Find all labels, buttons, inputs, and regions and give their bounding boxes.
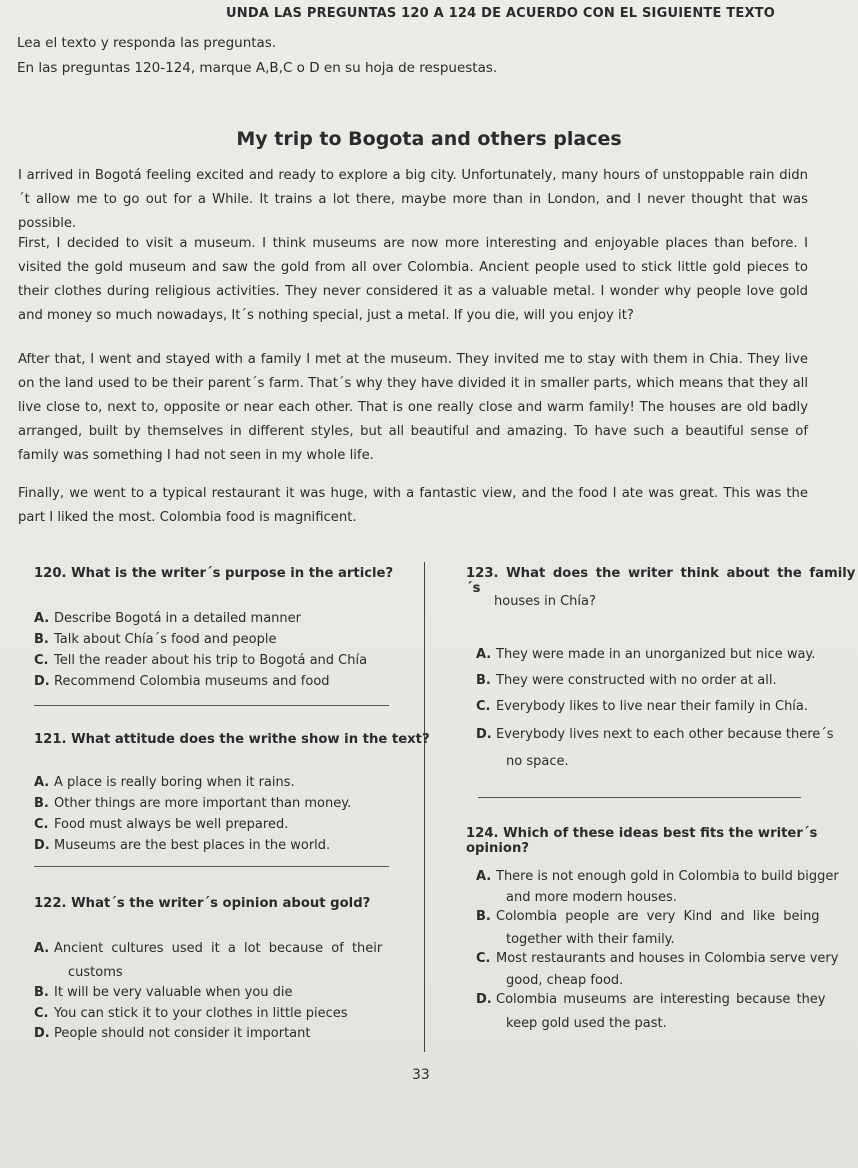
q124-option-a[interactable] (476, 869, 839, 884)
option-text: Everybody lives next to each other because there´s (496, 727, 834, 742)
q123-option-d-continued: no space. (506, 754, 569, 769)
divider-121 (34, 866, 389, 867)
option-text: There is not enough gold in Colombia to build bigger (496, 869, 839, 884)
page-number: 33 (412, 1067, 430, 1083)
q120-option-a[interactable] (34, 611, 301, 626)
q124-option-c[interactable] (476, 951, 838, 966)
option-letter: A. (34, 941, 50, 956)
option-letter: D. (34, 674, 50, 689)
q120-option-b[interactable] (34, 632, 277, 647)
option-text: They were made in an unorganized but nice way. (496, 647, 816, 662)
option-letter: D. (476, 992, 492, 1007)
q121-option-c[interactable] (34, 817, 288, 832)
q120-option-c[interactable] (34, 653, 367, 668)
option-letter: C. (476, 951, 491, 966)
instruction-line-1: Lea el texto y responda las preguntas. (17, 35, 277, 51)
option-letter: B. (34, 632, 49, 647)
option-letter: A. (476, 869, 492, 884)
q123-option-c[interactable] (476, 699, 808, 714)
option-text: Describe Bogotá in a detailed manner (54, 611, 301, 626)
divider-120 (34, 705, 389, 706)
option-letter: D. (34, 838, 50, 853)
paragraph-4: Finally, we went to a typical restaurant it was huge, with a fantastic view, and the food I ate was great. This was the part I liked the most. Colombia food is magnificent. (18, 486, 808, 525)
option-letter: B. (476, 673, 491, 688)
q124-option-d[interactable] (476, 992, 826, 1007)
option-letter: C. (476, 699, 491, 714)
section-header: UNDA LAS PREGUNTAS 120 A 124 DE ACUERDO CON EL SIGUIENTE TEXTO (226, 6, 775, 21)
divider-123 (478, 797, 801, 798)
question-123-stem-continued: houses in Chía? (494, 594, 596, 609)
option-text: Recommend Colombia museums and food (54, 674, 330, 689)
article-title: My trip to Bogota and others places (236, 128, 622, 150)
option-letter: A. (34, 611, 50, 626)
instruction-line-2: En las preguntas 120-124, marque A,B,C o D en su hoja de respuestas. (17, 60, 498, 76)
question-123-stem: 123. What does the writer think about the family´s (466, 566, 856, 596)
option-text: Other things are more important than money. (54, 796, 352, 811)
option-letter: B. (476, 909, 491, 924)
paragraph-2: First, I decided to visit a museum. I think museums are now more interesting and enjoyable places than before. I visited the gold museum and saw the gold from all over Colombia. Ancient people used to stick little gold pieces to their clothes during religious activities. They never considered it as a valuable metal. I wonder why people love gold and money so much nowadays, It´s nothing special, just a metal. If you die, will you enjoy it? (18, 236, 808, 323)
q121-option-b[interactable] (34, 796, 351, 811)
option-letter: C. (34, 1006, 49, 1021)
option-letter: C. (34, 653, 49, 668)
option-text: People should not consider it important (54, 1026, 311, 1041)
q122-option-a-continued: customs (68, 965, 123, 980)
paragraph-3: After that, I went and stayed with a family I met at the museum. They invited me to stay with them in Chia. They live on the land used to be their parent´s farm. That´s why they have divided it in smaller parts, which means that they all live close to, next to, opposite or near each other. That is one really close and warm family! The houses are old badly arranged, built by themselves in different styles, but all beautiful and amazing. To have such a beautiful sense of family was something I had not seen in my whole life. (18, 352, 808, 463)
column-divider (424, 562, 425, 1052)
paragraph-1: I arrived in Bogotá feeling excited and ready to explore a big city. Unfortunately, many hours of unstoppable rain didn´t allow me to go out for a While. It trains a lot there, maybe more than in London, and I never thought that was possible. (18, 168, 808, 231)
q124-option-b[interactable] (476, 909, 820, 924)
q122-option-c[interactable] (34, 1006, 348, 1021)
q124-option-b-continued: together with their family. (506, 932, 675, 947)
option-letter: B. (34, 985, 49, 1000)
option-text: Food must always be well prepared. (54, 817, 289, 832)
q124-option-c-continued: good, cheap food. (506, 973, 624, 988)
option-letter: A. (34, 775, 50, 790)
option-text: Colombia museums are interesting because they (496, 992, 826, 1007)
option-text: Colombia people are very Kind and like being (496, 909, 820, 924)
q123-option-b[interactable] (476, 673, 777, 688)
option-text: A place is really boring when it rains. (54, 775, 295, 790)
option-letter: A. (476, 647, 492, 662)
question-120-stem: 120. What is the writer´s purpose in the article? (34, 566, 394, 581)
q121-option-d[interactable] (34, 838, 330, 853)
option-text: Everybody likes to live near their family in Chía. (496, 699, 809, 714)
option-text: Tell the reader about his trip to Bogotá and Chía (54, 653, 368, 668)
option-text: Most restaurants and houses in Colombia serve very (496, 951, 839, 966)
q122-option-a[interactable] (34, 941, 382, 956)
question-124-stem: 124. Which of these ideas best fits the writer´s opinion? (466, 826, 818, 856)
q123-option-d[interactable] (476, 727, 834, 742)
q122-option-d[interactable] (34, 1026, 310, 1041)
question-122-stem: 122. What´s the writer´s opinion about gold? (34, 896, 371, 911)
option-text: They were constructed with no order at all. (496, 673, 777, 688)
option-text: Ancient cultures used it a lot because of their (54, 941, 383, 956)
option-text: Museums are the best places in the world. (54, 838, 331, 853)
question-121-stem: 121. What attitude does the writhe show in the text? (34, 732, 430, 747)
option-letter: D. (476, 727, 492, 742)
q123-option-a[interactable] (476, 647, 815, 662)
option-text: Talk about Chía´s food and people (54, 632, 277, 647)
option-text: You can stick it to your clothes in little pieces (54, 1006, 348, 1021)
q122-option-b[interactable] (34, 985, 293, 1000)
q120-option-d[interactable] (34, 674, 330, 689)
q124-option-a-continued: and more modern houses. (506, 890, 677, 905)
q124-option-d-continued: keep gold used the past. (506, 1016, 667, 1031)
option-letter: B. (34, 796, 49, 811)
option-text: It will be very valuable when you die (54, 985, 293, 1000)
option-letter: D. (34, 1026, 50, 1041)
option-letter: C. (34, 817, 49, 832)
q121-option-a[interactable] (34, 775, 295, 790)
